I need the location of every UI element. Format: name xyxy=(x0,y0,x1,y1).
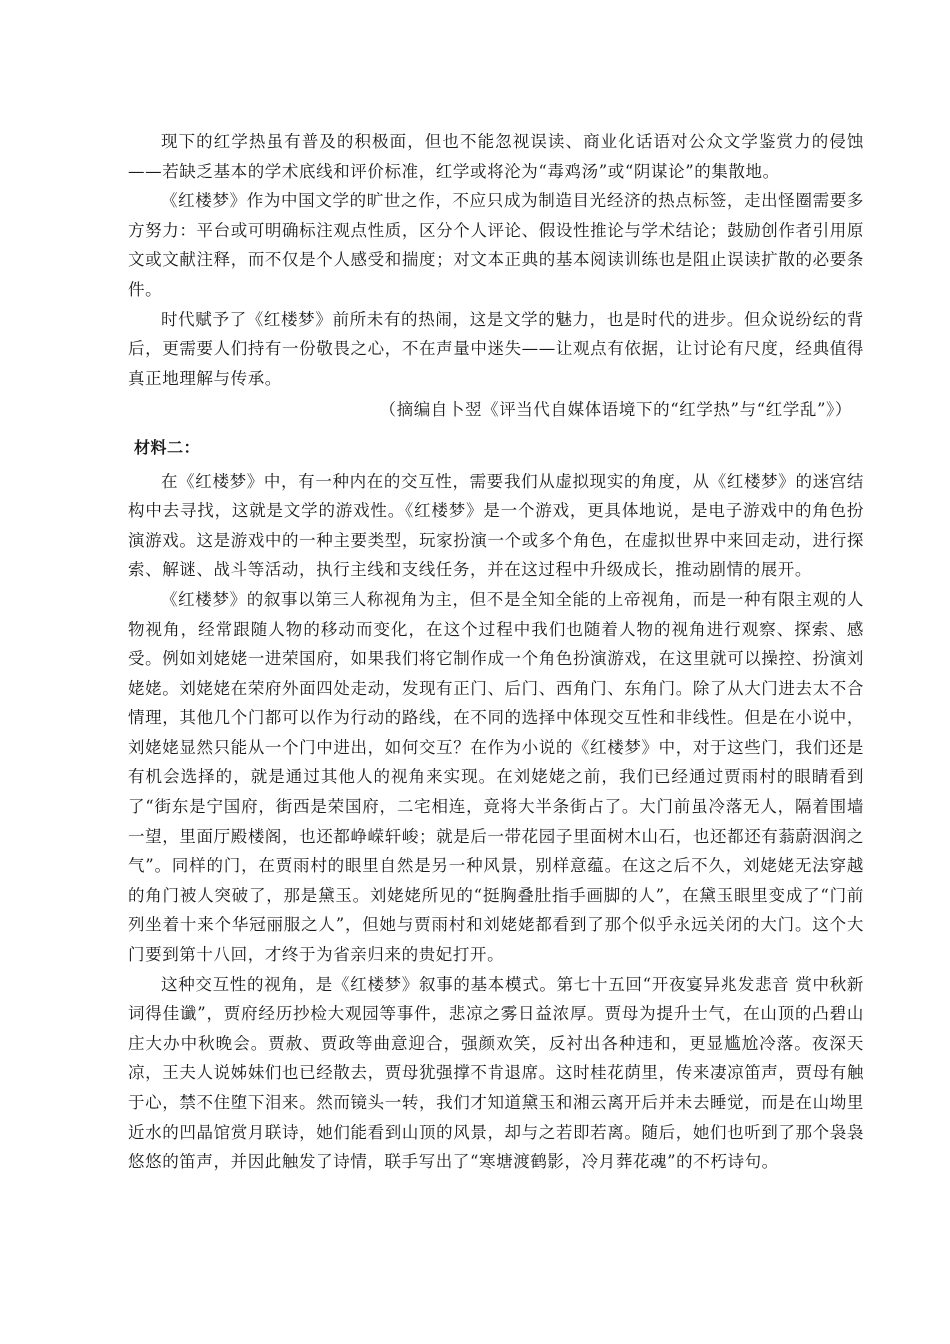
paragraph: 《红楼梦》作为中国文学的旷世之作，不应只成为制造目光经济的热点标签，走出怪圈需要多方努力：平台或可明确标注观点性质，区分个人评论、假设性推论与学术结论；鼓励创作者引用原文或文献注释，而不仅是个人感受和揣度；对文本正典的基本阅读训练也是阻止误读扩散的必要条件。 xyxy=(128,191,864,299)
paragraph: 在《红楼梦》中，有一种内在的交互性，需要我们从虚拟现实的角度，从《红楼梦》的迷宫结构中去寻找，这就是文学的游戏性。《红楼梦》是一个游戏，更具体地说，是电子游戏中的角色扮演游戏。这是游戏中的一种主要类型，玩家扮演一个或多个角色，在虚拟世界中来回走动，进行探索、解谜、战斗等活动，执行主线和支线任务，并在这过程中升级成长，推动剧情的展开。 xyxy=(128,471,864,580)
paragraph: 时代赋予了《红楼梦》前所未有的热闹，这是文学的魅力，也是时代的进步。但众说纷纭的背后，更需要人们持有一份敬畏之心，不在声量中迷失——让观点有依据，让讨论有尺度，经典值得真正地理解与传承。 xyxy=(128,309,864,388)
paragraph: 《红楼梦》的叙事以第三人称视角为主，但不是全知全能的上帝视角，而是一种有限主观的人物视角，经常跟随人物的移动而变化，在这个过程中我们也随着人物的视角进行观察、探索、感受。例如刘姥姥一进荣国府，如果我们将它制作成一个角色扮演游戏，在这里就可以操控、扮演刘姥姥。刘姥姥在荣府外面四处走动，发现有正门、后门、西角门、东角门。除了从大门进去太不合情理，其他几个门都可以作为行动的路线，在不同的选择中体现交互性和非线性。但是在小说中，刘姥姥显然只能从一个门中进出，如何交互？在作为小说的《红楼梦》中，对于这些门，我们还是有机会选择的，就是通过其他人的视角来实现。在刘姥姥之前，我们已经通过贾雨村的眼睛看到了“街东是宁国府，街西是荣国府，二宅相连，竟将大半条街占了。大门前虽冷落无人，隔着围墙一望，里面厅殿楼阁，也还都峥嵘轩峻；就是后一带花园子里面树木山石，也还都还有蓊蔚洇润之气”。同样的门，在贾雨村的眼里自然是另一种风景，别样意蕴。在这之后不久，刘姥姥无法穿越的角门被人突破了，那是黛玉。刘姥姥所见的“挺胸叠肚指手画脚的人”，在黛玉眼里变成了“门前列坐着十来个华冠丽服之人”，但她与贾雨村和刘姥姥都看到了那个似乎永远关闭的大门。这个大门要到第十八回，才终于为省亲归来的贵妃打开。 xyxy=(128,589,864,965)
source-citation: （摘编自卜翌《评当代自媒体语境下的“红学热”与“红学乱”》） xyxy=(379,400,852,420)
material2-heading: 材料二： xyxy=(134,437,201,457)
document-body xyxy=(128,127,864,1177)
paragraph: 这种交互性的视角，是《红楼梦》叙事的基本模式。第七十五回“开夜宴异兆发悲音 赏中秋新词得佳谶”，贾府经历抄检大观园等事件，悲凉之雾日益浓厚。贾母为提升士气，在山顶的凸碧山庄大办中秋晚会。贾赦、贾政等曲意迎合，强颜欢笑，反衬出各种违和，更显尴尬冷落。夜深天凉，王夫人说姊妹们也已经散去，贾母犹强撑不肯退席。这时桂花荫里，传来凄凉笛声，贾母有触于心，禁不住堕下泪来。然而镜头一转，我们才知道黛玉和湘云离开后并未去睡觉，而是在山坳里近水的凹晶馆赏月联诗，她们能看到山顶的风景，却与之若即若离。随后，她们也听到了那个袅袅悠悠的笛声，并因此触发了诗情，联手写出了“寒塘渡鹤影，冷月葬花魂”的不朽诗句。 xyxy=(128,974,864,1172)
paragraph: 现下的红学热虽有普及的积极面，但也不能忽视误读、商业化话语对公众文学鉴赏力的侵蚀——若缺乏基本的学术底线和评价标准，红学或将沦为“毒鸡汤”或“阴谋论”的集散地。 xyxy=(128,132,864,181)
